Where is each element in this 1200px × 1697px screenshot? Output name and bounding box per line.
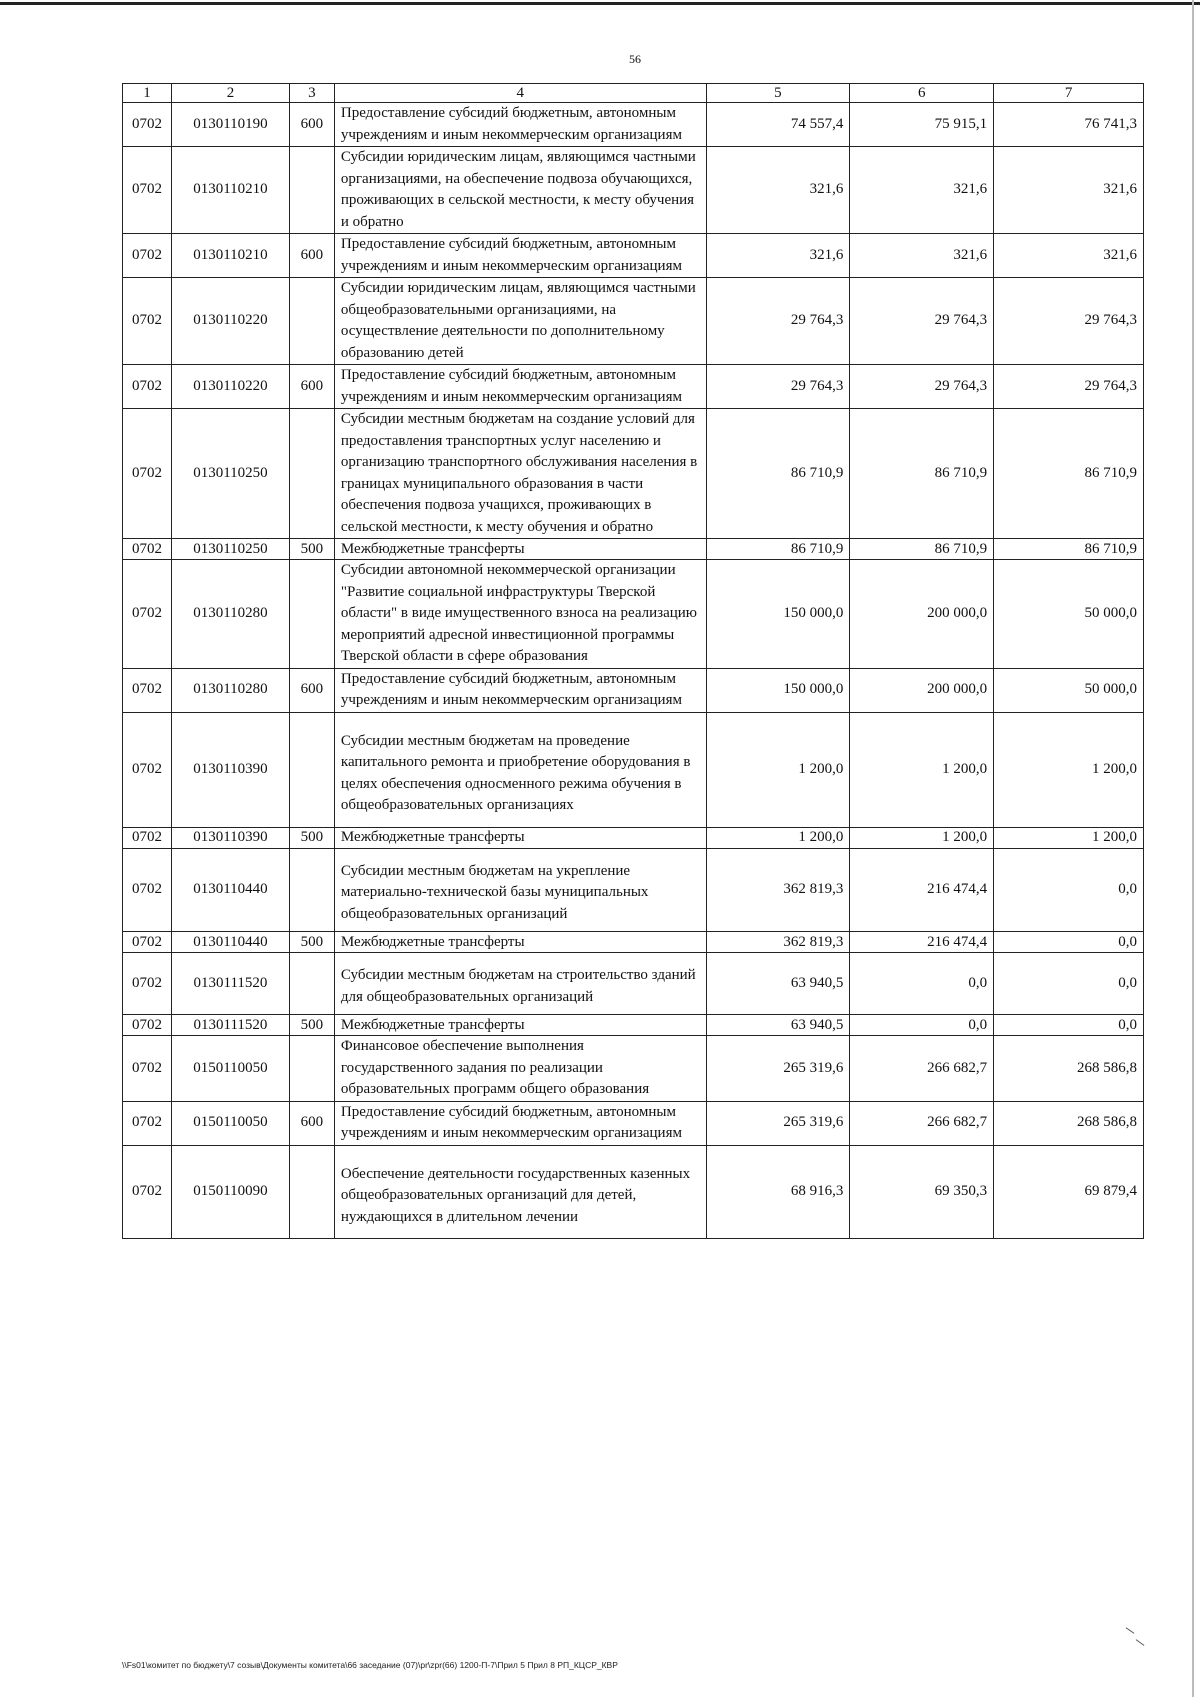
description-cell: Межбюджетные трансферты (334, 539, 706, 560)
amount-year2-cell: 29 764,3 (850, 278, 994, 365)
table-header-row (123, 84, 1144, 103)
description-cell: Субсидии юридическим лицам, являющимся частными общеобразовательными организациями, на осуществление деятельности по дополнительному образованию детей (334, 278, 706, 365)
table-row (123, 103, 1144, 147)
amount-year3-cell: 321,6 (994, 147, 1144, 234)
amount-year1-cell: 86 710,9 (706, 539, 850, 560)
section-code-cell: 0702 (123, 932, 172, 953)
target-code-cell: 0130110190 (171, 103, 289, 147)
expense-type-cell: 600 (289, 668, 334, 712)
amount-year2-cell: 321,6 (850, 234, 994, 278)
section-code-cell: 0702 (123, 103, 172, 147)
description-cell: Субсидии автономной некоммерческой организации "Развитие социальной инфраструктуры Тверской области" в виде имущественного взноса на реализацию мероприятий адресной инвестиционной программы Тверской области в сфере образования (334, 560, 706, 669)
target-code-cell: 0130111520 (171, 953, 289, 1015)
expense-type-cell: 600 (289, 234, 334, 278)
amount-year3-cell: 0,0 (994, 848, 1144, 932)
amount-year3-cell: 268 586,8 (994, 1036, 1144, 1102)
amount-year2-cell: 266 682,7 (850, 1101, 994, 1145)
footer-file-path: \\Fs01\комитет по бюджету\7 созыв\Документы комитета\66 заседание (07)\pr\zpr(66) 1200-П-7\Прил 5 Прил 8 РП_КЦСР_КВР (122, 1660, 618, 1670)
amount-year1-cell: 1 200,0 (706, 827, 850, 848)
description-cell: Субсидии местным бюджетам на укрепление материально-технической базы муниципальных общеобразовательных организаций (334, 848, 706, 932)
header-col-6: 6 (850, 84, 994, 103)
description-cell: Межбюджетные трансферты (334, 827, 706, 848)
amount-year1-cell: 1 200,0 (706, 712, 850, 827)
section-code-cell: 0702 (123, 1015, 172, 1036)
scan-artifact-mark (1126, 1627, 1135, 1634)
expense-type-cell (289, 1145, 334, 1239)
header-col-4: 4 (334, 84, 706, 103)
target-code-cell: 0130110250 (171, 539, 289, 560)
table-row (123, 932, 1144, 953)
amount-year2-cell: 321,6 (850, 147, 994, 234)
amount-year2-cell: 200 000,0 (850, 560, 994, 669)
top-border-line (0, 2, 1200, 5)
section-code-cell: 0702 (123, 848, 172, 932)
amount-year2-cell: 200 000,0 (850, 668, 994, 712)
table-row (123, 365, 1144, 409)
table-row (123, 1036, 1144, 1102)
budget-table (122, 83, 1144, 1239)
amount-year2-cell: 69 350,3 (850, 1145, 994, 1239)
table-row (123, 234, 1144, 278)
table-row (123, 712, 1144, 827)
target-code-cell: 0150110050 (171, 1036, 289, 1102)
amount-year2-cell: 266 682,7 (850, 1036, 994, 1102)
table-row (123, 668, 1144, 712)
amount-year3-cell: 76 741,3 (994, 103, 1144, 147)
amount-year3-cell: 321,6 (994, 234, 1144, 278)
expense-type-cell (289, 848, 334, 932)
target-code-cell: 0130110250 (171, 409, 289, 539)
section-code-cell: 0702 (123, 827, 172, 848)
amount-year3-cell: 1 200,0 (994, 827, 1144, 848)
table-row (123, 827, 1144, 848)
description-cell: Субсидии местным бюджетам на создание условий для предоставления транспортных услуг населению и организацию транспортного обслуживания населения в границах муниципального образования в части обеспечения подвоза учащихся, проживающих в сельской местности, к месту обучения и обратно (334, 409, 706, 539)
section-code-cell: 0702 (123, 234, 172, 278)
amount-year1-cell: 362 819,3 (706, 848, 850, 932)
table-row (123, 1101, 1144, 1145)
amount-year2-cell: 1 200,0 (850, 712, 994, 827)
expense-type-cell (289, 560, 334, 669)
amount-year2-cell: 216 474,4 (850, 848, 994, 932)
header-col-7: 7 (994, 84, 1144, 103)
section-code-cell: 0702 (123, 147, 172, 234)
table-row (123, 953, 1144, 1015)
description-cell: Финансовое обеспечение выполнения государственного задания по реализации образовательных программ общего образования (334, 1036, 706, 1102)
description-cell: Предоставление субсидий бюджетным, автономным учреждениям и иным некоммерческим организациям (334, 668, 706, 712)
amount-year1-cell: 86 710,9 (706, 409, 850, 539)
target-code-cell: 0130110390 (171, 827, 289, 848)
expense-type-cell: 500 (289, 827, 334, 848)
amount-year3-cell: 0,0 (994, 932, 1144, 953)
amount-year1-cell: 265 319,6 (706, 1101, 850, 1145)
amount-year2-cell: 1 200,0 (850, 827, 994, 848)
amount-year3-cell: 1 200,0 (994, 712, 1144, 827)
description-cell: Межбюджетные трансферты (334, 932, 706, 953)
amount-year3-cell: 86 710,9 (994, 539, 1144, 560)
target-code-cell: 0130110220 (171, 278, 289, 365)
amount-year2-cell: 216 474,4 (850, 932, 994, 953)
expense-type-cell (289, 409, 334, 539)
section-code-cell: 0702 (123, 560, 172, 669)
target-code-cell: 0130110210 (171, 147, 289, 234)
target-code-cell: 0130110440 (171, 848, 289, 932)
description-cell: Субсидии юридическим лицам, являющимся частными организациями, на обеспечение подвоза обучающихся, проживающих в сельской местности, к месту обучения и обратно (334, 147, 706, 234)
table-row (123, 409, 1144, 539)
amount-year3-cell: 86 710,9 (994, 409, 1144, 539)
expense-type-cell: 500 (289, 932, 334, 953)
amount-year3-cell: 69 879,4 (994, 1145, 1144, 1239)
amount-year3-cell: 29 764,3 (994, 365, 1144, 409)
amount-year1-cell: 362 819,3 (706, 932, 850, 953)
amount-year2-cell: 0,0 (850, 953, 994, 1015)
amount-year2-cell: 86 710,9 (850, 409, 994, 539)
header-col-3: 3 (289, 84, 334, 103)
page-number: 56 (629, 52, 641, 66)
expense-type-cell (289, 278, 334, 365)
amount-year3-cell: 268 586,8 (994, 1101, 1144, 1145)
table-row (123, 147, 1144, 234)
amount-year1-cell: 68 916,3 (706, 1145, 850, 1239)
description-cell: Межбюджетные трансферты (334, 1015, 706, 1036)
description-cell: Обеспечение деятельности государственных казенных общеобразовательных организаций для детей, нуждающихся в длительном лечении (334, 1145, 706, 1239)
amount-year1-cell: 63 940,5 (706, 953, 850, 1015)
section-code-cell: 0702 (123, 1036, 172, 1102)
amount-year2-cell: 29 764,3 (850, 365, 994, 409)
expense-type-cell (289, 147, 334, 234)
description-cell: Предоставление субсидий бюджетным, автономным учреждениям и иным некоммерческим организациям (334, 365, 706, 409)
target-code-cell: 0130110210 (171, 234, 289, 278)
amount-year3-cell: 29 764,3 (994, 278, 1144, 365)
table-body (123, 103, 1144, 1239)
header-col-2: 2 (171, 84, 289, 103)
table-row (123, 560, 1144, 669)
section-code-cell: 0702 (123, 953, 172, 1015)
amount-year2-cell: 86 710,9 (850, 539, 994, 560)
expense-type-cell (289, 953, 334, 1015)
section-code-cell: 0702 (123, 278, 172, 365)
amount-year1-cell: 29 764,3 (706, 365, 850, 409)
right-edge-line (1192, 0, 1194, 1697)
header-col-5: 5 (706, 84, 850, 103)
amount-year1-cell: 74 557,4 (706, 103, 850, 147)
expense-type-cell: 600 (289, 103, 334, 147)
description-cell: Субсидии местным бюджетам на проведение капитального ремонта и приобретение оборудования в целях обеспечения односменного режима обучения в общеобразовательных организациях (334, 712, 706, 827)
table-row (123, 539, 1144, 560)
amount-year3-cell: 0,0 (994, 1015, 1144, 1036)
target-code-cell: 0130110280 (171, 560, 289, 669)
target-code-cell: 0130111520 (171, 1015, 289, 1036)
section-code-cell: 0702 (123, 668, 172, 712)
target-code-cell: 0130110280 (171, 668, 289, 712)
target-code-cell: 0150110090 (171, 1145, 289, 1239)
amount-year1-cell: 63 940,5 (706, 1015, 850, 1036)
table-row (123, 1015, 1144, 1036)
header-col-1: 1 (123, 84, 172, 103)
section-code-cell: 0702 (123, 712, 172, 827)
amount-year2-cell: 75 915,1 (850, 103, 994, 147)
amount-year1-cell: 321,6 (706, 147, 850, 234)
expense-type-cell (289, 1036, 334, 1102)
section-code-cell: 0702 (123, 365, 172, 409)
expense-type-cell: 500 (289, 1015, 334, 1036)
scan-artifact-mark (1136, 1639, 1145, 1646)
amount-year1-cell: 321,6 (706, 234, 850, 278)
target-code-cell: 0150110050 (171, 1101, 289, 1145)
amount-year1-cell: 150 000,0 (706, 668, 850, 712)
description-cell: Предоставление субсидий бюджетным, автономным учреждениям и иным некоммерческим организациям (334, 1101, 706, 1145)
target-code-cell: 0130110220 (171, 365, 289, 409)
table-row (123, 1145, 1144, 1239)
amount-year3-cell: 50 000,0 (994, 560, 1144, 669)
amount-year3-cell: 0,0 (994, 953, 1144, 1015)
table-row (123, 278, 1144, 365)
section-code-cell: 0702 (123, 409, 172, 539)
description-cell: Субсидии местным бюджетам на строительство зданий для общеобразовательных организаций (334, 953, 706, 1015)
expense-type-cell: 600 (289, 1101, 334, 1145)
amount-year3-cell: 50 000,0 (994, 668, 1144, 712)
expense-type-cell: 600 (289, 365, 334, 409)
amount-year1-cell: 150 000,0 (706, 560, 850, 669)
amount-year2-cell: 0,0 (850, 1015, 994, 1036)
expense-type-cell (289, 712, 334, 827)
description-cell: Предоставление субсидий бюджетным, автономным учреждениям и иным некоммерческим организациям (334, 234, 706, 278)
section-code-cell: 0702 (123, 1101, 172, 1145)
table-row (123, 848, 1144, 932)
amount-year1-cell: 265 319,6 (706, 1036, 850, 1102)
amount-year1-cell: 29 764,3 (706, 278, 850, 365)
expense-type-cell: 500 (289, 539, 334, 560)
section-code-cell: 0702 (123, 1145, 172, 1239)
target-code-cell: 0130110440 (171, 932, 289, 953)
target-code-cell: 0130110390 (171, 712, 289, 827)
description-cell: Предоставление субсидий бюджетным, автономным учреждениям и иным некоммерческим организациям (334, 103, 706, 147)
section-code-cell: 0702 (123, 539, 172, 560)
